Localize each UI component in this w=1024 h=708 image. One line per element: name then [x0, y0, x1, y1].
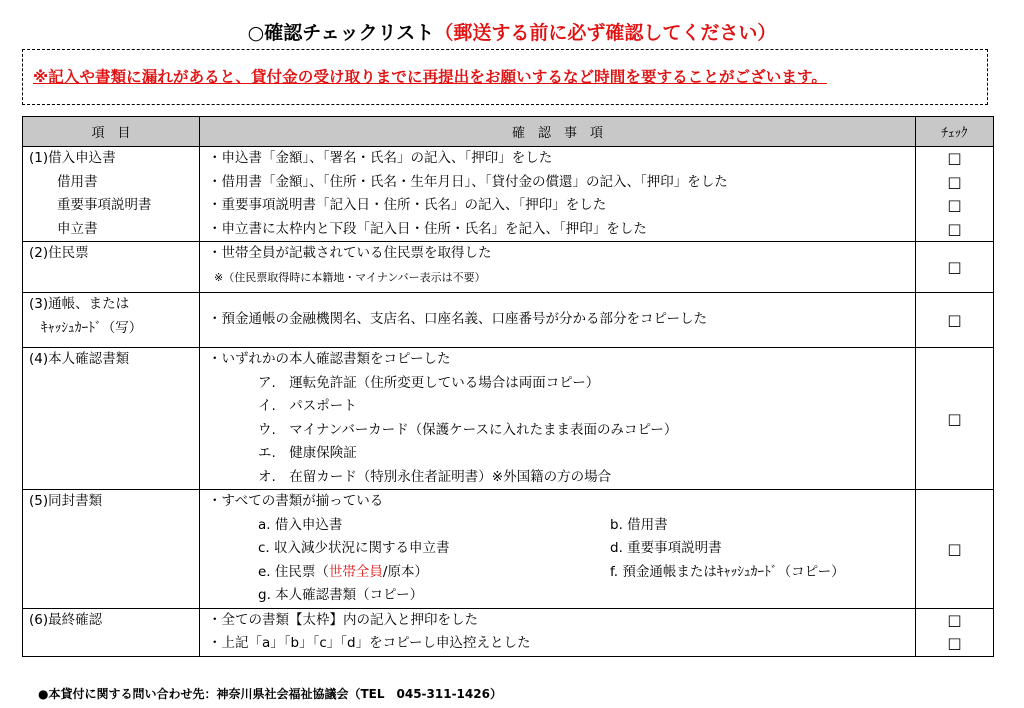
check-item-text: ・預金通帳の金融機関名、支店名、口座名義、口座番号が分かる部分をコピーした: [208, 311, 707, 328]
check-item-text: ・重要事項説明書「記入日・住所・氏名」の記入、「押印」をした: [208, 197, 607, 213]
check-cell: [916, 147, 994, 242]
page-title: [0, 18, 1024, 45]
checkbox[interactable]: □: [947, 539, 962, 558]
doc-e-highlight: 世帯全員: [328, 563, 383, 580]
content-cell: [200, 608, 916, 656]
doc-b: b. 借用書: [610, 516, 668, 533]
doc-c: c. 収入減少状況に関する申立書: [258, 540, 450, 556]
notice-box: [22, 49, 988, 105]
item-label: 重要事項説明書: [57, 197, 152, 213]
item-label: (6)最終確認: [29, 611, 103, 628]
table-row: [23, 608, 994, 656]
header-row: [23, 117, 994, 147]
checkbox[interactable]: □: [947, 219, 962, 238]
checkbox[interactable]: □: [947, 409, 962, 428]
option-text: ア. 運転免許証（住所変更している場合は両面コピー）: [258, 374, 600, 391]
title-main: ○確認チェックリスト: [247, 22, 435, 44]
doc-f: f. 預金通帳またはｷｬｯｼｭｶｰﾄﾞ（コピー）: [610, 563, 845, 580]
check-cell: [916, 490, 994, 609]
checkbox[interactable]: □: [947, 196, 962, 214]
doc-pair: [208, 537, 915, 561]
check-cell: [916, 293, 994, 348]
check-item-text: ・いずれかの本人確認書類をコピーした: [208, 351, 451, 367]
doc-pair: [208, 514, 915, 538]
item-label: 借用書: [57, 173, 98, 190]
check-item-text: ・すべての書類が揃っている: [208, 493, 384, 509]
option-text: イ. パスポート: [258, 398, 357, 414]
header-content: 確 認 事 項: [200, 117, 916, 147]
item-cell: [23, 608, 200, 656]
check-cell: [916, 608, 994, 656]
doc-e-pre: e. 住民票（: [258, 563, 329, 580]
title-note: （郵送する前に必ず確認してください）: [434, 22, 777, 44]
doc-e-post: /原本）: [382, 563, 428, 580]
note-text: ※（住民票取得時に本籍地・マイナンバー表示は不要）: [214, 270, 486, 284]
header-item: 項 目: [23, 117, 200, 147]
option-text: ウ. マイナンバーカード（保護ケースに入れたまま表面のみコピー）: [258, 421, 678, 438]
table-row: [23, 490, 994, 609]
item-cell: [23, 147, 200, 242]
content-cell: [200, 147, 916, 242]
option-text: オ. 在留カード（特別永住者証明書）※外国籍の方の場合: [258, 468, 612, 485]
checkbox[interactable]: □: [947, 172, 962, 191]
item-label: (5)同封書類: [29, 493, 103, 509]
doc-pair: [208, 561, 915, 585]
table-row: [23, 348, 994, 490]
contact-footer: ●本貸付に関する問い合わせ先：神奈川県社会福祉協議会（TEL 045-311-1426）: [38, 687, 502, 701]
checkbox[interactable]: □: [947, 311, 962, 329]
check-item-text: ・申立書に太枠内と下段「記入日・住所・氏名」を記入、「押印」をした: [208, 220, 647, 237]
checkbox[interactable]: □: [947, 610, 962, 629]
item-label: (4)本人確認書類: [29, 351, 130, 367]
checkbox[interactable]: □: [947, 258, 962, 276]
check-cell: [916, 348, 994, 490]
item-cell: [23, 348, 200, 490]
item-label: ｷｬｯｼｭｶｰﾄﾞ（写）: [41, 319, 143, 336]
doc-e: [208, 561, 610, 585]
content-cell: [200, 348, 916, 490]
item-cell: [23, 242, 200, 293]
content-cell: [200, 293, 916, 348]
content-cell: [200, 242, 916, 293]
check-item-text: ・全ての書類【太枠】内の記入と押印をした: [208, 611, 478, 628]
checklist-table: [22, 116, 994, 657]
header-check: ﾁｪｯｸ: [916, 117, 994, 147]
table-row: [23, 147, 994, 242]
table-row: [23, 242, 994, 293]
item-label: (2)住民票: [29, 245, 89, 261]
item-label: (3)通帳、または: [29, 296, 130, 312]
doc-g: g. 本人確認書類（コピー）: [258, 587, 424, 603]
check-item-text: ・借用書「金額」、「住所・氏名・生年月日」、「貸付金の償還」の記入、「押印」をした: [208, 173, 728, 190]
item-label: (1)借入申込書: [29, 150, 116, 166]
item-cell: [23, 293, 200, 348]
check-item-text: ・上記「a」「b」「c」「d」をコピーし申込控えとした: [208, 635, 531, 651]
item-label: 申立書: [57, 220, 98, 237]
doc-d: d. 重要事項説明書: [610, 540, 722, 556]
checkbox[interactable]: □: [947, 634, 962, 652]
check-item-text: ・申込書「金額」、「署名・氏名」の記入、「押印」をした: [208, 150, 553, 166]
check-item-text: ・世帯全員が記載されている住民票を取得した: [208, 245, 492, 261]
item-cell: [23, 490, 200, 609]
doc-a: a. 借入申込書: [258, 516, 343, 533]
content-cell: [200, 490, 916, 609]
notice-text: ※記入や書類に漏れがあると、貸付金の受け取りまでに再提出をお願いするなど時間を要することがございます。: [33, 68, 827, 86]
checkbox[interactable]: □: [947, 149, 962, 167]
option-text: エ. 健康保険証: [258, 445, 357, 461]
check-cell: [916, 242, 994, 293]
table-row: [23, 293, 994, 348]
